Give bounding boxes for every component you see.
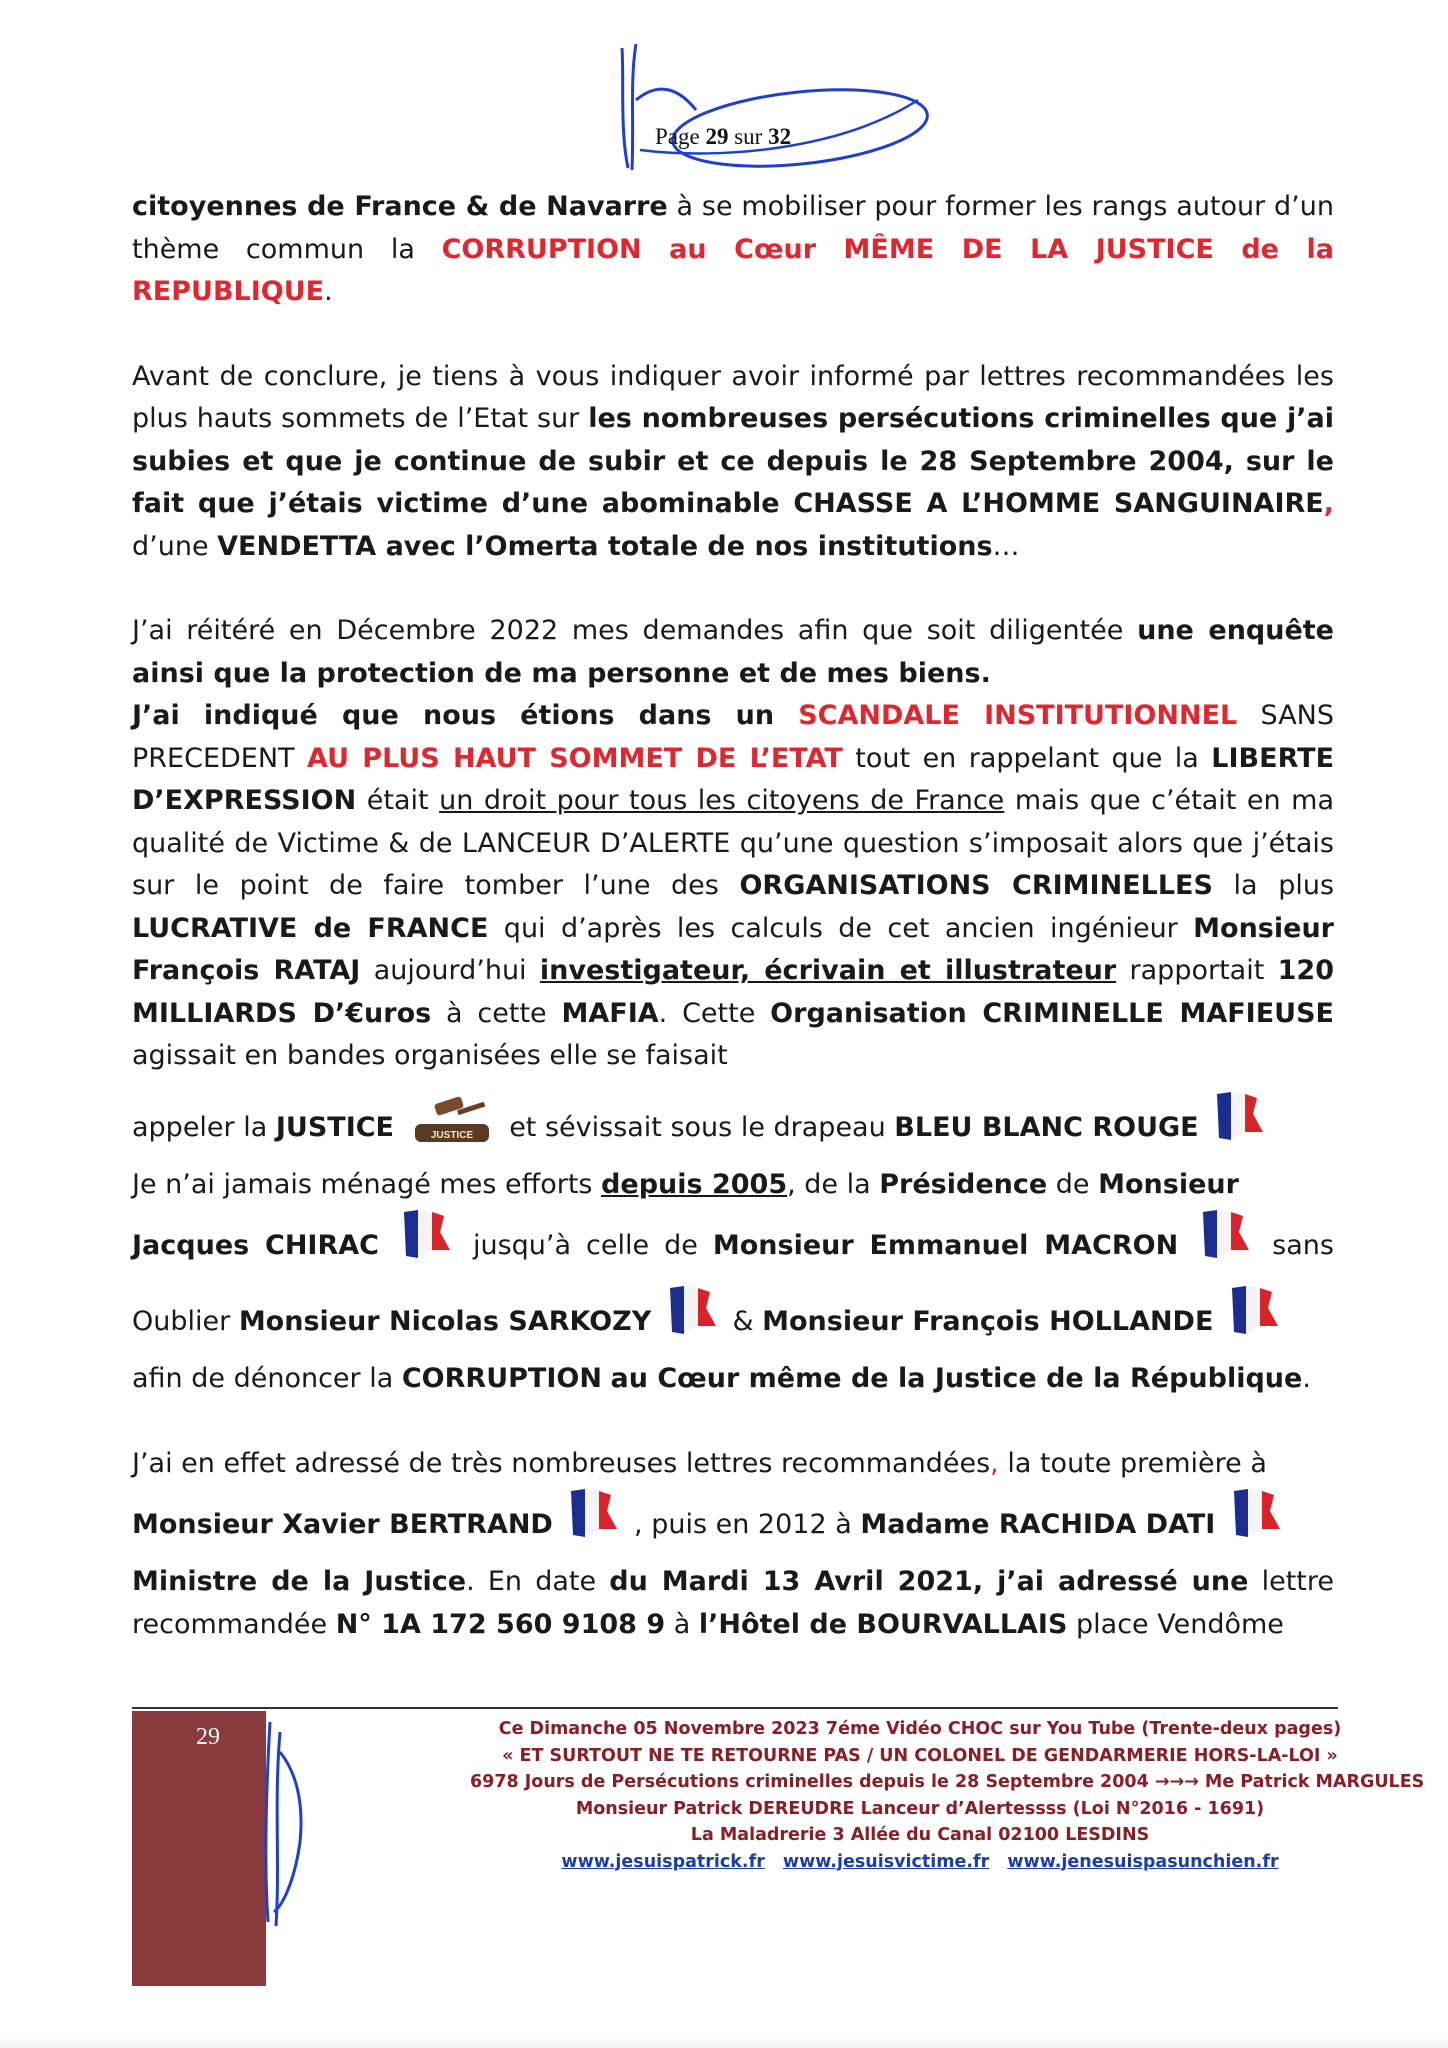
french-flag-icon <box>400 1206 452 1262</box>
french-flag-icon <box>666 1282 718 1338</box>
text-run: SCANDALE INSTITUTIONNEL <box>798 700 1238 731</box>
paragraph-scandale <box>132 695 1334 1078</box>
text-run: ORGANISATIONS CRIMINELLES <box>739 870 1213 901</box>
text-run: … <box>992 530 1020 562</box>
footer-line: Ce Dimanche 05 Novembre 2023 7éme Vidéo CHOC sur You Tube (Trente-deux pages) <box>498 1719 1342 1739</box>
paragraph-reiteration <box>132 610 1334 695</box>
scan-edge <box>0 2034 1448 2048</box>
text-run: LIBERTE D’EXPRESSION <box>132 742 1335 816</box>
justice-line: appeler la JUSTICE JUSTICE et sévissait sous le drapeau BLEU BLANC ROUGE <box>132 1088 1334 1164</box>
letter-body <box>132 186 1334 1646</box>
page-number: Page 29 sur 32 <box>655 124 792 149</box>
text-run: tout en rappelant que la <box>842 742 1212 774</box>
text-run: une enquête ainsi que la protection de ma personne et de mes biens. <box>132 615 1334 689</box>
text-run: mais que c’était en ma qualité de Victime & de LANCEUR D’ALERTE qu’une question s’imposait alors que j’étais sur le point de faire tomber l’une des <box>132 785 1334 901</box>
link-jesuispatrick[interactable]: www.jesuispatrick.fr <box>561 1851 765 1872</box>
text-run: rapportait <box>1116 955 1278 986</box>
french-flag-icon <box>1199 1206 1251 1262</box>
link-jesuisvictime[interactable]: www.jesuisvictime.fr <box>782 1851 990 1872</box>
text-run: MAFIA <box>561 997 659 1029</box>
french-flag-icon <box>1228 1282 1280 1338</box>
text-run: LUCRATIVE de FRANCE <box>132 912 489 944</box>
footer-line: Monsieur Patrick DEREUDRE Lanceur d’Alertessss (Loi N°2016 - 1691) <box>575 1798 1265 1819</box>
text-run: VENDETTA avec l’Omerta totale de nos institutions <box>217 530 993 562</box>
text-run: était <box>356 785 440 816</box>
text-run: les nombreuses persécutions criminelles que j’ai subies et que je continue de subir et ce depuis le 28 Septembre 2004, sur le fait que j’étais victime d’une abominable CHASSE A L’HOMME SANGUINAIRE <box>132 403 1334 519</box>
paragraph-conclusion <box>132 356 1334 569</box>
french-flag-icon <box>567 1485 619 1541</box>
text-run: AU PLUS HAUT SOMMET DE L’ETAT <box>307 742 843 774</box>
letters-paragraph: J’ai en effet adressé de très nombreuses lettres recommandées, la toute première à Monsieur Xavier BERTRAND , puis en 2012 à Madame RACHIDA DATI Ministre de la Justice. En date du Mardi 13 Avril 2021, j’ai adressé une lettre recommandée N° 1A 172 560 9108 9 à l’Hôtel de BOURVALLAIS place Vendôme <box>132 1447 1334 1640</box>
footer-line: 6978 Jours de Persécutions criminelles depuis le 28 Septembre 2004 →→→ Me Patrick MARGULES <box>470 1772 1425 1792</box>
text-run: la plus <box>1212 870 1335 901</box>
text-run: un droit pour tous les citoyens de France <box>439 785 1005 816</box>
svg-text:JUSTICE: JUSTICE <box>430 1129 473 1141</box>
text-run: J’ai réitéré en Décembre 2022 mes demandes afin que soit diligentée <box>132 615 1138 646</box>
link-jenesuispasunchien[interactable]: www.jenesuispasunchien.fr <box>1007 1851 1279 1872</box>
text-run: . Cette <box>658 997 771 1029</box>
footer-info <box>470 1716 1425 1875</box>
text-run: investigateur, écrivain et illustrateur <box>539 955 1117 986</box>
text-run: d’une <box>132 530 218 562</box>
text-run: J’ai indiqué que nous étions dans un <box>132 700 799 731</box>
text-run: aujourd’hui <box>360 955 540 986</box>
signature-icon <box>600 40 930 180</box>
signature-icon <box>256 1712 316 1932</box>
footer-page-number: 29 <box>196 1724 220 1750</box>
footer-page-box <box>132 1711 266 1986</box>
text-run: . <box>324 276 333 307</box>
text-run: Avant de conclure, je tiens à vous indiquer avoir informé par lettres recommandées les plus hauts sommets de l’Etat sur <box>132 360 1334 434</box>
text-run: SANS PRECEDENT <box>132 700 1335 774</box>
french-flag-icon <box>1213 1088 1265 1144</box>
footer-line: « ET SURTOUT NE TE RETOURNE PAS / UN COLONEL DE GENDARMERIE HORS-LA-LOI » <box>502 1745 1338 1766</box>
gavel-justice-icon <box>411 1094 493 1146</box>
text-run: Monsieur François RATAJ <box>132 912 1334 986</box>
text-run: qui d’après les calculs de cet ancien ingénieur <box>488 912 1194 944</box>
text-run: , <box>1323 488 1334 519</box>
paragraph-mobilisation <box>132 186 1334 314</box>
footer-links <box>470 1849 1370 1876</box>
footer-rule <box>132 1707 1338 1709</box>
text-run: Organisation CRIMINELLE MAFIEUSE <box>770 997 1334 1029</box>
text-run: 120 MILLIARDS D’€uros <box>132 955 1334 1029</box>
text-run: citoyennes de France & de Navarre <box>132 191 668 222</box>
french-flag-icon <box>1230 1485 1282 1541</box>
efforts-paragraph: Je n’ai jamais ménagé mes efforts depuis 2005, de la Présidence de Monsieur Jacques CHIRAC jusqu’à celle de Monsieur Emmanuel MACRON sans Oublier Monsieur Nicolas SARKOZY & Monsieur François HOLLANDE afin de dénoncer la CORRUPTION au Cœur même de la Justice de la République. <box>132 1168 1334 1394</box>
text-run: à se mobiliser pour former les rangs autour d’un thème commun la <box>132 191 1334 265</box>
footer-line: La Maladrerie 3 Allée du Canal 02100 LESDINS <box>690 1825 1150 1845</box>
text-run: CORRUPTION au Cœur MÊME DE LA JUSTICE de la REPUBLIQUE <box>132 233 1334 307</box>
text-run: à cette <box>431 997 562 1029</box>
text-run: agissait en bandes organisées elle se faisait <box>132 1040 728 1071</box>
